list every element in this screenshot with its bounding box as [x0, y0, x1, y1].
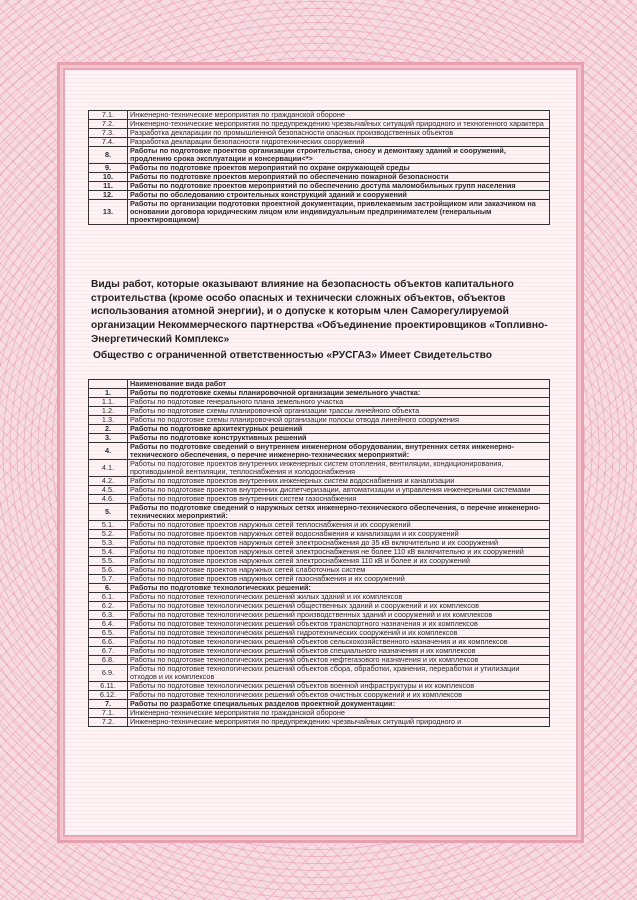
row-number: 6.2.: [89, 602, 128, 611]
row-number: 6.11.: [89, 682, 128, 691]
row-number: 6.4.: [89, 620, 128, 629]
row-number: 7.: [89, 700, 128, 709]
row-text: Работы по подготовке технологических решений объектов сельскохозяйственного назначения и их комплексов: [128, 638, 550, 647]
row-text: Работы по подготовке технологических решений производственных зданий и сооружений и их комплексов: [128, 611, 550, 620]
row-text: Работы по разработке специальных разделов проектной документации:: [128, 700, 550, 709]
row-text: Работы по подготовке архитектурных решений: [128, 425, 550, 434]
row-number: 6.: [89, 584, 128, 593]
row-text: Работы по подготовке технологических решений объектов сбора, обработки, хранения, переработки и утилизации отходов и их комплексов: [128, 665, 550, 682]
row-text: Работы по подготовке проектов мероприятий по охране окружающей среды: [128, 164, 550, 173]
row-number: 6.8.: [89, 656, 128, 665]
row-text: Работы по подготовке конструктивных решений: [128, 434, 550, 443]
row-text: Работы по подготовке проектов мероприятий по обеспечению доступа маломобильных групп населения: [128, 182, 550, 191]
row-text: Работы по подготовке проектов наружных сетей слаботочных систем: [128, 566, 550, 575]
row-text: Работы по подготовке проектов наружных сетей водоснабжения и канализации и их сооружений: [128, 530, 550, 539]
row-text: Инженерно-технические мероприятия по гражданской обороне: [128, 111, 550, 120]
row-number: 4.6.: [89, 495, 128, 504]
row-number: 8.: [89, 147, 128, 164]
top-table-body: [89, 111, 550, 225]
row-text: Работы по подготовке технологических решений:: [128, 584, 550, 593]
row-text: Работы по подготовке технологических решений объектов военной инфраструктуры и их комплексов: [128, 682, 550, 691]
row-text: Работы по организации подготовки проектной документации, привлекаемым застройщиком или заказчиком на основании договора юридическим лицом или индивидуальным предпринимателем (генеральным проектировщиком): [128, 200, 550, 225]
row-number: 5.1.: [89, 521, 128, 530]
row-text: Работы по подготовке проектов наружных сетей электроснабжения до 35 кВ включительно и их сооружений: [128, 539, 550, 548]
row-number: 6.6.: [89, 638, 128, 647]
table-row: [89, 504, 550, 521]
main-table-body: [89, 389, 550, 727]
row-number: 1.2.: [89, 407, 128, 416]
row-number: 5.6.: [89, 566, 128, 575]
row-text: Работы по подготовке проектов внутренних систем газоснабжения: [128, 495, 550, 504]
row-number: 1.3.: [89, 416, 128, 425]
top-work-types-table: [88, 110, 550, 225]
row-text: Работы по подготовке технологических решений гидротехнических сооружений и их комплексов: [128, 629, 550, 638]
row-text: Инженерно-технические мероприятия по гражданской обороне: [128, 709, 550, 718]
row-text: Работы по подготовке проектов внутренних диспетчеризации, автоматизации и управления инженерными системами: [128, 486, 550, 495]
organization-line: Общество с ограниченной ответственностью «РУСГАЗ» Имеет Свидетельство: [93, 349, 492, 361]
row-text: Работы по подготовке проектов наружных сетей теплоснабжения и их сооружений: [128, 521, 550, 530]
row-text: Работы по подготовке проектов мероприятий по обеспечению пожарной безопасности: [128, 173, 550, 182]
intro-paragraph: Виды работ, которые оказывают влияние на безопасность объектов капитального строительства (кроме особо опасных и технически сложных объектов, объектов использования атомной энергии), и о допуске к которым член Саморегулируемой организации Некоммерческого партнерства «Объединение проектировщиков «Топливно-Энергетический Комплекс»: [91, 279, 548, 345]
row-number: 6.12.: [89, 691, 128, 700]
row-text: Работы по подготовке технологических решений объектов транспортного назначения и их комплексов: [128, 620, 550, 629]
row-number: 6.1.: [89, 593, 128, 602]
row-text: Работы по подготовке сведений о внутреннем инженерном оборудовании, внутренних сетях инженерно-технического обеспечения, о перечне инженерно-технических мероприятий:: [128, 443, 550, 460]
row-number: 2.: [89, 425, 128, 434]
header-title-cell: Наименование вида работ: [128, 380, 550, 389]
row-number: 5.3.: [89, 539, 128, 548]
row-number: 7.3.: [89, 129, 128, 138]
table-row: [89, 443, 550, 460]
row-number: 5.4.: [89, 548, 128, 557]
row-number: 6.9.: [89, 665, 128, 682]
row-text: Работы по подготовке технологических решений объектов очистных сооружений и их комплексов: [128, 691, 550, 700]
row-number: 4.: [89, 443, 128, 460]
row-number: 7.1.: [89, 709, 128, 718]
row-text: Работы по подготовке схемы планировочной организации полосы отвода линейного сооружения: [128, 416, 550, 425]
row-number: 6.3.: [89, 611, 128, 620]
intro-block: [91, 278, 551, 362]
row-number: 11.: [89, 182, 128, 191]
row-number: 7.2.: [89, 718, 128, 727]
row-text: Работы по подготовке проектов наружных сетей электроснабжения 110 кВ и более и их сооружений: [128, 557, 550, 566]
row-number: 1.1.: [89, 398, 128, 407]
row-number: 5.5.: [89, 557, 128, 566]
table-row: [89, 665, 550, 682]
row-text: Разработка декларации по промышленной безопасности опасных производственных объектов: [128, 129, 550, 138]
table-row: [89, 718, 550, 727]
main-work-types-table: [88, 379, 550, 727]
row-text: Работы по подготовке технологических решений объектов нефтегазового назначения и их комплексов: [128, 656, 550, 665]
row-text: Работы по подготовке генерального плана земельного участка: [128, 398, 550, 407]
row-text: Работы по подготовке проектов внутренних инженерных систем отопления, вентиляции, кондиционирования, противодымной вентиляции, теплоснабжения и холодоснабжения: [128, 460, 550, 477]
row-number: 4.1.: [89, 460, 128, 477]
row-number: 7.1.: [89, 111, 128, 120]
row-number: 6.5.: [89, 629, 128, 638]
row-text: Разработка декларации безопасности гидротехнических сооружений: [128, 138, 550, 147]
row-text: Работы по подготовке технологических решений жилых зданий и их комплексов: [128, 593, 550, 602]
row-text: Работы по обследованию строительных конструкций зданий и сооружений: [128, 191, 550, 200]
row-number: 5.: [89, 504, 128, 521]
table-row: [89, 147, 550, 164]
row-number: 7.4.: [89, 138, 128, 147]
row-text: Работы по подготовке технологических решений объектов специального назначения и их комплексов: [128, 647, 550, 656]
row-number: 5.2.: [89, 530, 128, 539]
row-number: 5.7.: [89, 575, 128, 584]
row-text: Работы по подготовке проектов наружных сетей электроснабжения не более 110 кВ включительно и их сооружений: [128, 548, 550, 557]
row-text: Работы по подготовке технологических решений общественных зданий и сооружений и их комплексов: [128, 602, 550, 611]
row-text: Работы по подготовке проектов организации строительства, сносу и демонтажу зданий и сооружений, продлению срока эксплуатации и консервации<*>: [128, 147, 550, 164]
row-number: 3.: [89, 434, 128, 443]
row-number: 7.2.: [89, 120, 128, 129]
table-row: [89, 200, 550, 225]
row-text: Работы по подготовке проектов внутренних инженерных систем водоснабжения и канализации: [128, 477, 550, 486]
row-number: 9.: [89, 164, 128, 173]
row-text: Инженерно-технические мероприятия по предупреждению чрезвычайных ситуаций природного и: [128, 718, 550, 727]
row-text: Работы по подготовке схемы планировочной организации трассы линейного объекта: [128, 407, 550, 416]
table-row: [89, 460, 550, 477]
row-number: 12.: [89, 191, 128, 200]
row-text: Работы по подготовке сведений о наружных сетях инженерно-технического обеспечения, о перечне инженерно-технических мероприятий:: [128, 504, 550, 521]
row-text: Работы по подготовке схемы планировочной организации земельного участка:: [128, 389, 550, 398]
row-number: 4.5.: [89, 486, 128, 495]
row-text: Работы по подготовке проектов наружных сетей газоснабжения и их сооружений: [128, 575, 550, 584]
row-number: 6.7.: [89, 647, 128, 656]
row-number: 10.: [89, 173, 128, 182]
row-number: 4.2.: [89, 477, 128, 486]
row-number: 13.: [89, 200, 128, 225]
row-text: Инженерно-технические мероприятия по предупреждению чрезвычайных ситуаций природного и техногенного характера: [128, 120, 550, 129]
row-number: 1.: [89, 389, 128, 398]
